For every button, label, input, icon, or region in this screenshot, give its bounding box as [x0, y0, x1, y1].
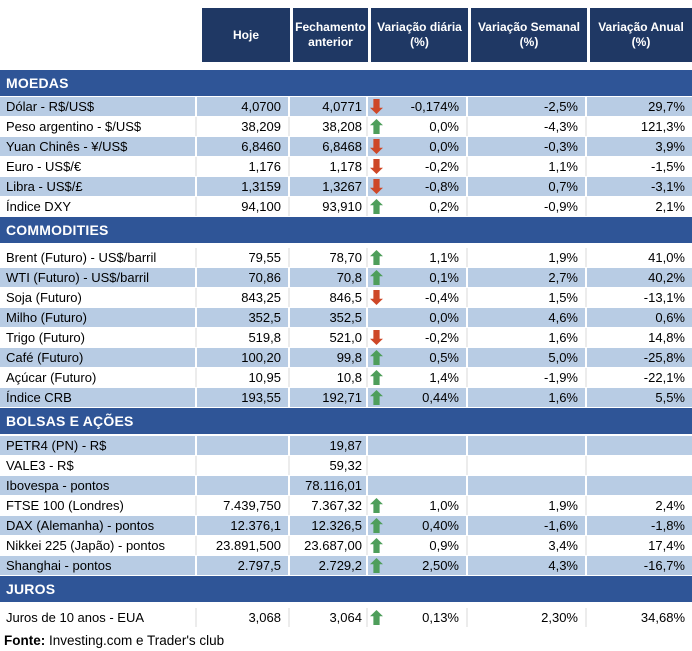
cell-hoje: 6,8460	[197, 137, 290, 156]
table-row	[0, 436, 692, 456]
section-juros	[0, 576, 692, 628]
cell-variacao-diaria	[368, 177, 468, 196]
cell-hoje: 23.891,500	[197, 536, 290, 555]
cell-variacao-semanal: 5,0%	[468, 348, 587, 367]
row-label: Libra - US$/£	[0, 177, 197, 196]
trend-arrow-icon	[370, 350, 383, 365]
cell-variacao-semanal: 2,30%	[468, 608, 587, 627]
cell-fechamento-anterior: 12.326,5	[290, 516, 368, 535]
table-row	[0, 516, 692, 536]
row-label: Índice DXY	[0, 197, 197, 216]
cell-variacao-diaria	[368, 288, 468, 307]
cell-variacao-anual	[587, 456, 692, 475]
cell-hoje	[197, 476, 290, 495]
header-spacer	[0, 8, 197, 62]
cell-fechamento-anterior: 59,32	[290, 456, 368, 475]
cell-fechamento-anterior: 192,71	[290, 388, 368, 407]
section-rows	[0, 608, 692, 628]
cell-hoje: 2.797,5	[197, 556, 290, 575]
cell-variacao-semanal: 1,9%	[468, 496, 587, 515]
cell-variacao-diaria	[368, 388, 468, 407]
trend-arrow-icon	[370, 139, 383, 154]
cell-variacao-semanal: 1,5%	[468, 288, 587, 307]
variacao-diaria-value: -0,8%	[425, 179, 459, 194]
cell-hoje: 843,25	[197, 288, 290, 307]
row-label: Yuan Chinês - ¥/US$	[0, 137, 197, 156]
section-rows	[0, 436, 692, 576]
cell-fechamento-anterior: 521,0	[290, 328, 368, 347]
cell-fechamento-anterior: 6,8468	[290, 137, 368, 156]
variacao-diaria-value: 0,5%	[429, 350, 459, 365]
cell-variacao-semanal: 1,6%	[468, 328, 587, 347]
row-label: Ibovespa - pontos	[0, 476, 197, 495]
cell-variacao-diaria	[368, 436, 468, 455]
variacao-diaria-value: 0,9%	[429, 538, 459, 553]
cell-fechamento-anterior: 352,5	[290, 308, 368, 327]
table-row	[0, 388, 692, 408]
column-header-variacao-semanal: Variação Semanal (%)	[468, 8, 587, 62]
cell-hoje: 3,068	[197, 608, 290, 627]
table-row	[0, 348, 692, 368]
cell-hoje: 100,20	[197, 348, 290, 367]
cell-fechamento-anterior: 99,8	[290, 348, 368, 367]
cell-variacao-anual	[587, 476, 692, 495]
variacao-diaria-value: -0,174%	[410, 99, 459, 114]
cell-variacao-semanal: 1,9%	[468, 248, 587, 267]
cell-variacao-diaria	[368, 197, 468, 216]
cell-variacao-diaria	[368, 476, 468, 495]
cell-hoje	[197, 436, 290, 455]
table-row	[0, 536, 692, 556]
row-label: VALE3 - R$	[0, 456, 197, 475]
cell-fechamento-anterior: 19,87	[290, 436, 368, 455]
trend-arrow-icon	[370, 498, 383, 513]
cell-fechamento-anterior: 78,70	[290, 248, 368, 267]
trend-arrow-icon	[370, 99, 383, 114]
table-row	[0, 157, 692, 177]
cell-fechamento-anterior: 1,178	[290, 157, 368, 176]
variacao-diaria-value: 0,0%	[429, 119, 459, 134]
row-label: Índice CRB	[0, 388, 197, 407]
cell-variacao-semanal: 4,6%	[468, 308, 587, 327]
cell-hoje: 70,86	[197, 268, 290, 287]
table-row	[0, 268, 692, 288]
column-header-variacao-diaria: Variação diária (%)	[368, 8, 468, 62]
table-row	[0, 456, 692, 476]
section-rows	[0, 97, 692, 217]
cell-variacao-semanal: 2,7%	[468, 268, 587, 287]
section-commodities	[0, 217, 692, 408]
table-row	[0, 368, 692, 388]
variacao-diaria-value: 1,4%	[429, 370, 459, 385]
cell-hoje: 38,209	[197, 117, 290, 136]
cell-variacao-diaria	[368, 456, 468, 475]
cell-fechamento-anterior: 38,208	[290, 117, 368, 136]
cell-variacao-diaria	[368, 137, 468, 156]
row-label: FTSE 100 (Londres)	[0, 496, 197, 515]
table-row	[0, 177, 692, 197]
cell-hoje: 7.439,750	[197, 496, 290, 515]
trend-arrow-icon	[370, 199, 383, 214]
cell-variacao-diaria	[368, 536, 468, 555]
table-header	[0, 8, 692, 62]
table-row	[0, 308, 692, 328]
cell-variacao-diaria	[368, 608, 468, 627]
cell-variacao-anual: 14,8%	[648, 330, 685, 345]
cell-variacao-anual: 29,7%	[648, 99, 685, 114]
trend-arrow-icon	[370, 270, 383, 285]
cell-variacao-anual: 41,0%	[648, 250, 685, 265]
variacao-diaria-value: -0,4%	[425, 290, 459, 305]
section-title-commodities: COMMODITIES	[0, 217, 692, 243]
cell-hoje: 79,55	[197, 248, 290, 267]
trend-arrow-icon	[370, 610, 383, 625]
row-label: Milho (Futuro)	[0, 308, 197, 327]
cell-variacao-semanal	[468, 456, 587, 475]
row-label: Dólar - R$/US$	[0, 97, 197, 116]
cell-variacao-anual: 17,4%	[648, 538, 685, 553]
cell-fechamento-anterior: 78.116,01	[290, 476, 368, 495]
cell-fechamento-anterior: 70,8	[290, 268, 368, 287]
cell-variacao-anual: 34,68%	[640, 610, 685, 625]
variacao-diaria-value: -0,2%	[425, 159, 459, 174]
row-label: PETR4 (PN) - R$	[0, 436, 197, 455]
cell-variacao-semanal: -0,3%	[468, 137, 587, 156]
table-row	[0, 117, 692, 137]
cell-variacao-anual: 3,9%	[655, 139, 685, 154]
cell-variacao-anual: -22,1%	[643, 370, 685, 385]
cell-variacao-diaria	[368, 308, 468, 327]
trend-arrow-icon	[370, 538, 383, 553]
column-header-hoje: Hoje	[197, 8, 290, 62]
cell-variacao-anual: 2,1%	[655, 199, 685, 214]
cell-variacao-anual: -25,8%	[643, 350, 685, 365]
variacao-diaria-value: -0,2%	[425, 330, 459, 345]
cell-variacao-diaria	[368, 248, 468, 267]
cell-hoje: 94,100	[197, 197, 290, 216]
cell-variacao-diaria	[368, 328, 468, 347]
table-row	[0, 328, 692, 348]
cell-variacao-semanal: 1,6%	[468, 388, 587, 407]
cell-fechamento-anterior: 23.687,00	[290, 536, 368, 555]
section-moedas	[0, 70, 692, 217]
cell-variacao-anual: -1,8%	[651, 518, 685, 533]
cell-variacao-semanal	[468, 436, 587, 455]
cell-variacao-anual: 40,2%	[648, 270, 685, 285]
row-label: Soja (Futuro)	[0, 288, 197, 307]
cell-variacao-anual: 2,4%	[655, 498, 685, 513]
cell-variacao-anual: -3,1%	[651, 179, 685, 194]
cell-hoje: 12.376,1	[197, 516, 290, 535]
row-label: DAX (Alemanha) - pontos	[0, 516, 197, 535]
cell-variacao-diaria	[368, 496, 468, 515]
trend-arrow-icon	[370, 518, 383, 533]
cell-variacao-semanal: 0,7%	[468, 177, 587, 196]
variacao-diaria-value: 0,1%	[429, 270, 459, 285]
section-title-bolsas-e-acoes: BOLSAS E AÇÕES	[0, 408, 692, 434]
row-label: Juros de 10 anos - EUA	[0, 608, 197, 627]
row-label: Nikkei 225 (Japão) - pontos	[0, 536, 197, 555]
source-line	[0, 633, 692, 648]
cell-fechamento-anterior: 93,910	[290, 197, 368, 216]
cell-variacao-diaria	[368, 268, 468, 287]
cell-variacao-anual: 0,6%	[655, 310, 685, 325]
cell-variacao-semanal: 3,4%	[468, 536, 587, 555]
cell-hoje: 352,5	[197, 308, 290, 327]
cell-variacao-diaria	[368, 556, 468, 575]
trend-arrow-icon	[370, 179, 383, 194]
trend-arrow-icon	[370, 370, 383, 385]
variacao-diaria-value: 2,50%	[422, 558, 459, 573]
trend-arrow-icon	[370, 558, 383, 573]
cell-hoje: 4,0700	[197, 97, 290, 116]
cell-variacao-diaria	[368, 516, 468, 535]
cell-variacao-anual: -1,5%	[651, 159, 685, 174]
cell-hoje: 1,176	[197, 157, 290, 176]
trend-arrow-icon	[370, 119, 383, 134]
table-row	[0, 476, 692, 496]
cell-fechamento-anterior: 4,0771	[290, 97, 368, 116]
table-row	[0, 556, 692, 576]
section-title-moedas: MOEDAS	[0, 70, 692, 96]
cell-variacao-semanal: -2,5%	[468, 97, 587, 116]
table-row	[0, 137, 692, 157]
source-label: Fonte:	[4, 633, 46, 648]
trend-arrow-icon	[370, 250, 383, 265]
variacao-diaria-value: 0,40%	[422, 518, 459, 533]
column-header-fechamento-anterior: Fechamento anterior	[290, 8, 368, 62]
cell-variacao-semanal: 1,1%	[468, 157, 587, 176]
cell-variacao-diaria	[368, 157, 468, 176]
cell-fechamento-anterior: 2.729,2	[290, 556, 368, 575]
row-label: Açúcar (Futuro)	[0, 368, 197, 387]
column-header-variacao-anual: Variação Anual (%)	[587, 8, 692, 62]
row-label: Brent (Futuro) - US$/barril	[0, 248, 197, 267]
cell-hoje: 193,55	[197, 388, 290, 407]
cell-variacao-diaria	[368, 97, 468, 116]
cell-fechamento-anterior: 10,8	[290, 368, 368, 387]
row-label: Peso argentino - $/US$	[0, 117, 197, 136]
cell-variacao-semanal: -1,6%	[468, 516, 587, 535]
table-row	[0, 97, 692, 117]
trend-arrow-icon	[370, 330, 383, 345]
table-row	[0, 496, 692, 516]
variacao-diaria-value: 0,44%	[422, 390, 459, 405]
cell-variacao-anual: 121,3%	[640, 119, 685, 134]
row-label: Shanghai - pontos	[0, 556, 197, 575]
cell-fechamento-anterior: 1,3267	[290, 177, 368, 196]
cell-fechamento-anterior: 846,5	[290, 288, 368, 307]
cell-variacao-diaria	[368, 117, 468, 136]
cell-fechamento-anterior: 3,064	[290, 608, 368, 627]
cell-variacao-semanal	[468, 476, 587, 495]
variacao-diaria-value: 0,0%	[429, 139, 459, 154]
variacao-diaria-value: 0,2%	[429, 199, 459, 214]
cell-variacao-anual	[587, 436, 692, 455]
source-text: Investing.com e Trader's club	[45, 633, 225, 648]
table-row	[0, 197, 692, 217]
trend-arrow-icon	[370, 290, 383, 305]
variacao-diaria-value: 1,0%	[429, 498, 459, 513]
section-rows	[0, 248, 692, 408]
cell-variacao-anual: 5,5%	[655, 390, 685, 405]
cell-variacao-anual: -16,7%	[643, 558, 685, 573]
section-title-juros: JUROS	[0, 576, 692, 602]
table-row	[0, 608, 692, 628]
cell-hoje	[197, 456, 290, 475]
row-label: Café (Futuro)	[0, 348, 197, 367]
variacao-diaria-value: 1,1%	[429, 250, 459, 265]
cell-hoje: 1,3159	[197, 177, 290, 196]
table-row	[0, 288, 692, 308]
cell-variacao-semanal: -0,9%	[468, 197, 587, 216]
cell-variacao-anual: -13,1%	[643, 290, 685, 305]
cell-variacao-diaria	[368, 348, 468, 367]
trend-arrow-icon	[370, 390, 383, 405]
variacao-diaria-value: 0,0%	[429, 310, 459, 325]
cell-variacao-diaria	[368, 368, 468, 387]
cell-fechamento-anterior: 7.367,32	[290, 496, 368, 515]
cell-hoje: 519,8	[197, 328, 290, 347]
row-label: Trigo (Futuro)	[0, 328, 197, 347]
cell-variacao-semanal: 4,3%	[468, 556, 587, 575]
section-bolsas-e-acoes	[0, 408, 692, 576]
cell-variacao-semanal: -4,3%	[468, 117, 587, 136]
variacao-diaria-value: 0,13%	[422, 610, 459, 625]
table-row	[0, 248, 692, 268]
row-label: Euro - US$/€	[0, 157, 197, 176]
trend-arrow-icon	[370, 159, 383, 174]
cell-variacao-semanal: -1,9%	[468, 368, 587, 387]
cell-hoje: 10,95	[197, 368, 290, 387]
row-label: WTI (Futuro) - US$/barril	[0, 268, 197, 287]
